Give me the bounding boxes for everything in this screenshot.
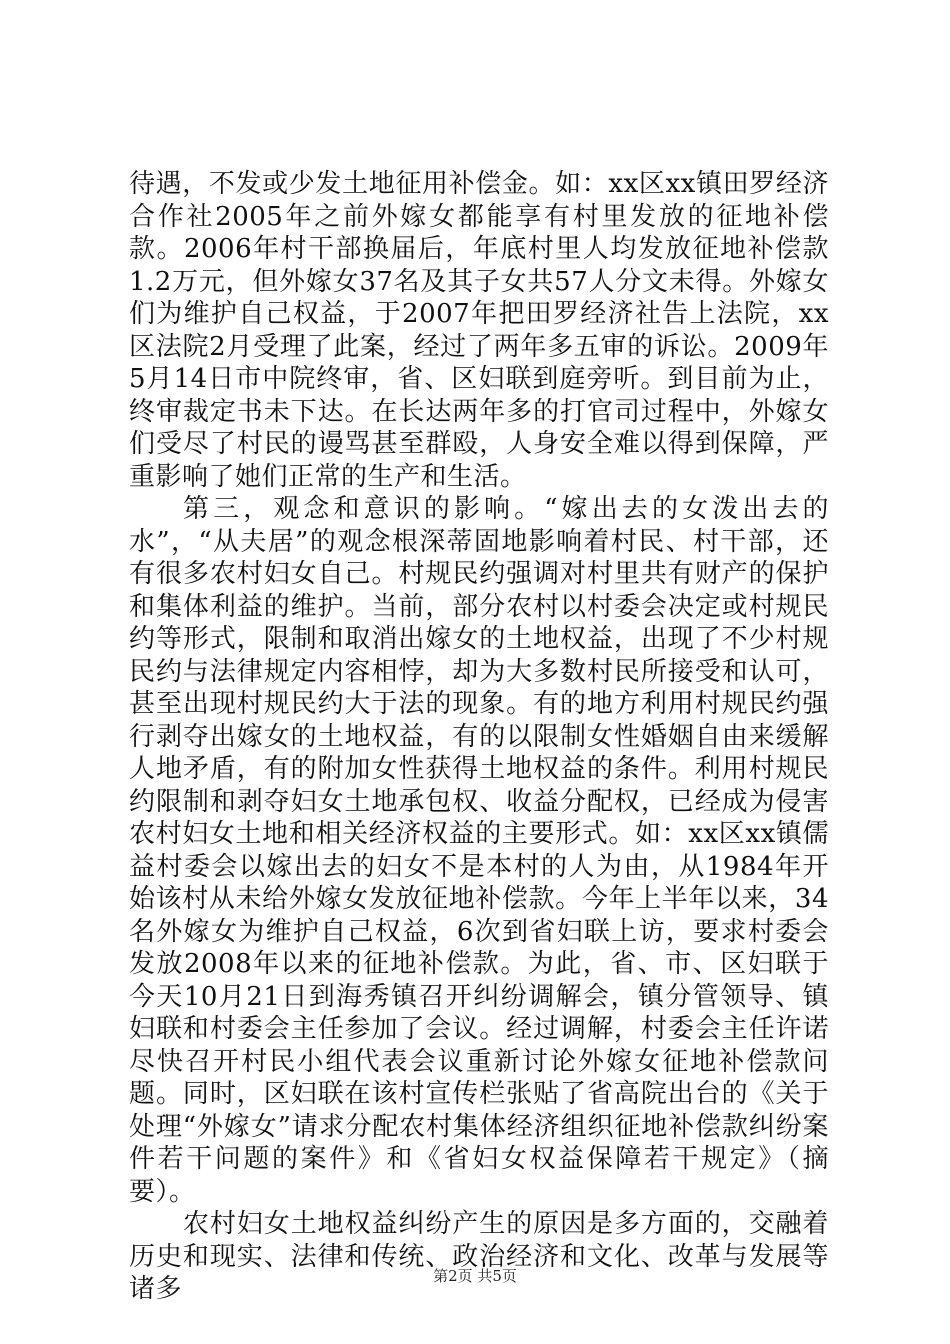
paragraph-continuation: 待遇，不发或少发土地征用补偿金。如：xx区xx镇田罗经济合作社2005年之前外嫁女都能享有村里发放的征地补偿款。2006年村干部换届后，年底村里人均发放征地补偿款1.2万元，但外嫁女37名及其子女共57人分文未得。外嫁女们为维护自己权益，于2007年把田罗经济社告上法院，xx区法院2月受理了此案，经过了两年多五审的诉讼。2009年5月14日市中院终审，省、区妇联到庭旁听。到目前为止，终审裁定书未下达。在长达两年多的打官司过程中，外嫁女们受尽了村民的谩骂甚至群殴，人身安全难以得到保障，严重影响了她们正常的生产和生活。 (129, 169, 829, 492)
paragraph-third-point: 第三，观念和意识的影响。“嫁出去的女泼出去的水”，“从夫居”的观念根深蒂固地影响着村民、村干部，还有很多农村妇女自己。村规民约强调对村里共有财产的保护和集体利益的维护。当前，部分农村以村委会决定或村规民约等形式，限制和取消出嫁女的土地权益，出现了不少村规民约与法律规定内容相悖，却为大多数村民所接受和认可，甚至出现村规民约大于法的现象。有的地方利用村规民约强行剥夺出嫁女的土地权益，有的以限制女性婚姻自由来缓解人地矛盾，有的附加女性获得土地权益的条件。利用村规民约限制和剥夺妇女土地承包权、收益分配权，已经成为侵害农村妇女土地和相关经济权益的主要形式。如：xx区xx镇儒益村委会以嫁出去的妇女不是本村的人为由，从1984年开始该村从未给外嫁女发放征地补偿款。今年上半年以来，34名外嫁女为维护自己权益，6次到省妇联上访，要求村委会发放2008年以来的征地补偿款。为此，省、市、区妇联于今天10月21日到海秀镇召开纠纷调解会，镇分管领导、镇妇联和村委会主任参加了会议。经过调解，村委会主任许诺尽快召开村民小组代表会议重新讨论外嫁女征地补偿款问题。同时，区妇联在该村宣传栏张贴了省高院出台的《关于处理“外嫁女”请求分配农村集体经济组织征地补偿款纠纷案件若干问题的案件》和《省妇女权益保障若干规定》（摘要）。 (129, 494, 829, 1207)
paragraph-causes: 农村妇女土地权益纠纷产生的原因是多方面的，交融着历史和现实、法律和传统、政治经济和文化、改革与发展等诸多 (129, 1209, 829, 1304)
document-body (129, 168, 829, 1306)
page-footer: 第2页 共5页 (433, 1267, 517, 1285)
